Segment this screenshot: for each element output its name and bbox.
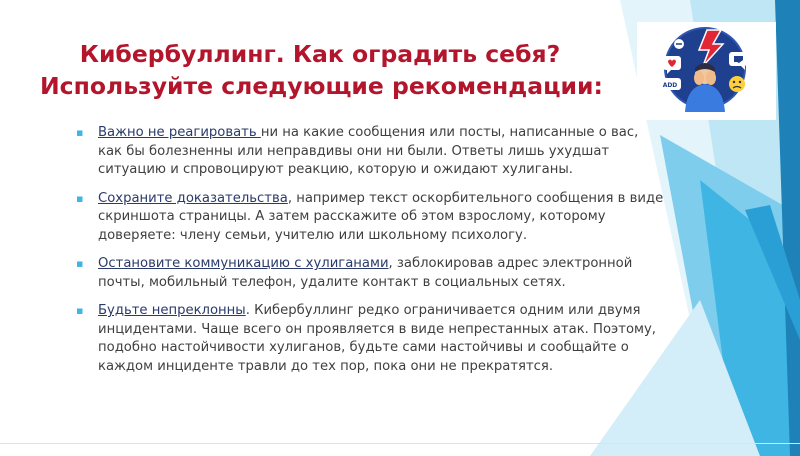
- recommendation-lead: Остановите коммуникацию с хулиганами: [98, 256, 389, 271]
- bullet-square-icon: ▪: [76, 126, 84, 139]
- recommendation-item: [76, 302, 664, 376]
- cyberbullying-illustration: [637, 22, 776, 120]
- recommendation-text: ни на какие сообщения или посты, написанные о вас, как бы болезненны или неправдивы они ни были. Ответы лишь ухудшат ситуацию и спровоцируют реакцию, которую и ожидают хулиганы.: [98, 125, 639, 177]
- title-line-1: Кибербуллинг. Как оградить себя?: [79, 40, 561, 68]
- recommendation-text: , заблокировав адрес электронной почты, мобильный телефон, удалите контакт в социальных сетях.: [98, 256, 633, 290]
- bullet-square-icon: ▪: [76, 304, 84, 317]
- recommendation-item: [76, 190, 664, 246]
- recommendations-list: [76, 124, 664, 386]
- recommendation-lead: Будьте непреклонны: [98, 303, 246, 318]
- recommendation-lead: Важно не реагировать: [98, 125, 261, 140]
- text-bubble-icon: [659, 78, 681, 90]
- title-line-2: Используйте следующие рекомендации:: [40, 72, 603, 100]
- recommendation-item: [76, 124, 664, 180]
- bottom-divider: [0, 443, 800, 444]
- slide-title: [40, 38, 603, 102]
- bullet-square-icon: ▪: [76, 191, 84, 205]
- recommendation-lead: Сохраните доказательства: [98, 190, 288, 206]
- recommendation-item: [76, 255, 664, 292]
- recommendation-text: , например текст оскорбительного сообщения в виде скриншота страницы. А затем расскажите об этом взрослому, которому доверяете: члену семьи, учителю или школьному психологу.: [98, 190, 664, 243]
- recommendation-text: . Кибербуллинг редко ограничивается одним или двумя инцидентами. Чаще всего он проявляется в виде непрестанных атак. Поэтому, подобно настойчивости хулиганов, будьте сами настойчивы и сообщайте о каждом инциденте травли до тех пор, пока они не прекратятся.: [98, 303, 656, 374]
- svg-text:ADD: ADD: [662, 82, 678, 89]
- cyberbullying-illustration-icon: [637, 22, 776, 120]
- angry-face-bubble-icon: [729, 76, 745, 92]
- bullet-square-icon: ▪: [76, 257, 84, 270]
